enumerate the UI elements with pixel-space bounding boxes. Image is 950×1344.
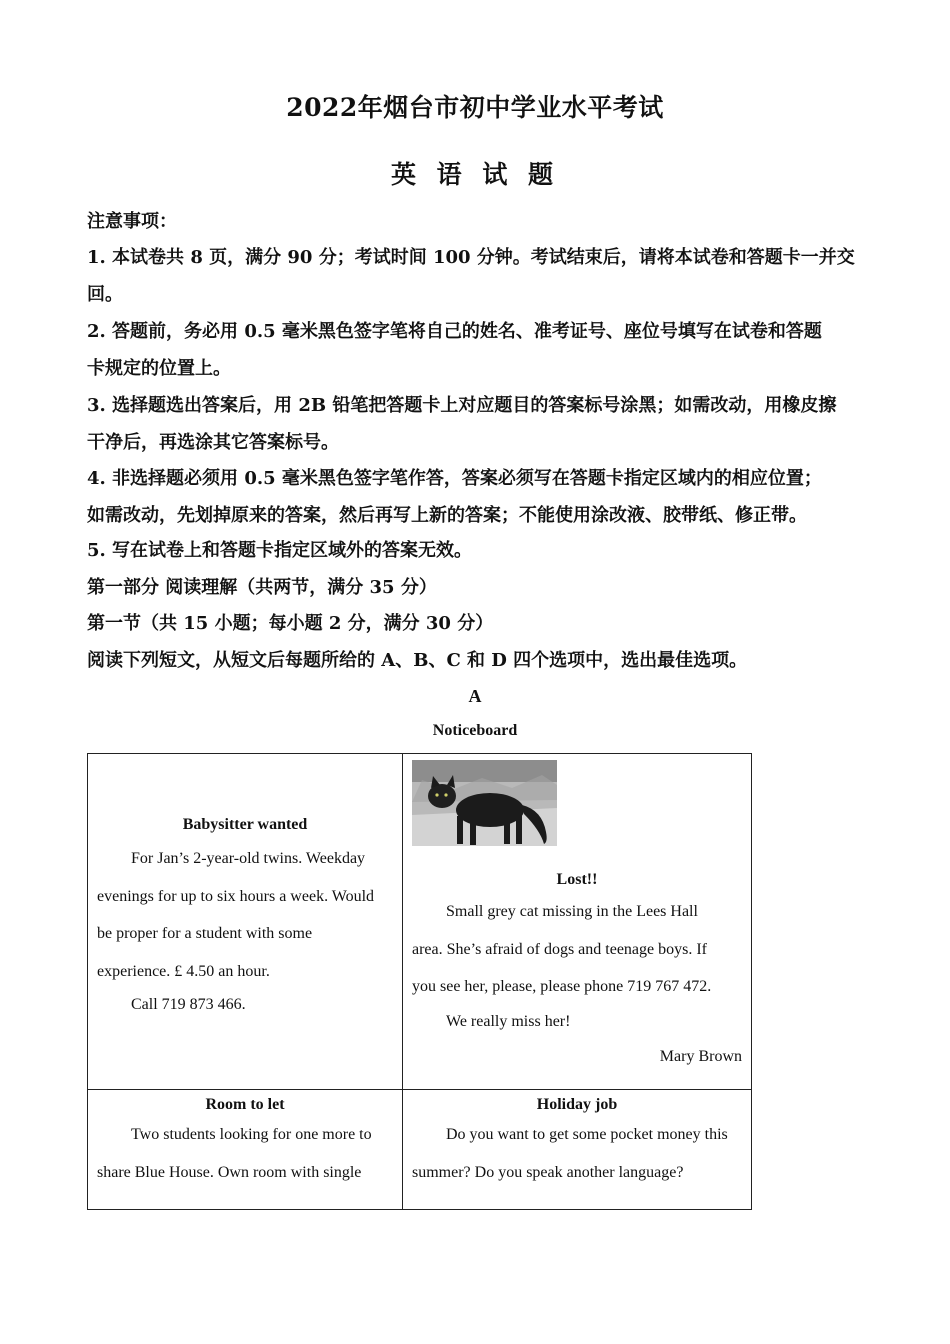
notice-title: Room to let <box>205 1096 285 1113</box>
cat-photo <box>412 760 557 846</box>
note-line: 1. 本试卷共 8 页，满分 90 分；考试时间 100 分钟。考试结束后，请将本试卷和答题卡一并交 <box>87 247 855 268</box>
passage-letter: A <box>468 686 482 706</box>
note-line: 4. 非选择题必须用 0.5 毫米黑色签字笔作答，答案必须写在答题卡指定区域内的相应位置； <box>87 468 822 489</box>
notice-text: area. She’s afraid of dogs and teenage boys. If <box>412 940 707 958</box>
notice-phone: Call 719 873 466. <box>131 996 246 1013</box>
note-line: 卡规定的位置上。 <box>87 358 231 379</box>
note-line: 3. 选择题选出答案后，用 2B 铅笔把答题卡上对应题目的答案标号涂黑；如需改动，用橡皮擦 <box>87 395 837 416</box>
noticeboard-table <box>87 753 752 1210</box>
notice-text: For Jan’s 2-year-old twins. Weekday <box>131 850 366 867</box>
notice-text: summer? Do you speak another language? <box>412 1163 684 1181</box>
notice-text: you see her, please, please phone 719 767 472. <box>412 978 712 995</box>
notice-holiday-job <box>403 1090 752 1210</box>
notice-signature: Mary Brown <box>659 1047 742 1065</box>
notice-text: We really miss her! <box>446 1012 571 1030</box>
passage-title: Noticeboard <box>432 722 518 739</box>
paper-subtitle: 英 语 试 题 <box>390 160 560 189</box>
note-line: 干净后，再选涂其它答案标号。 <box>87 432 339 453</box>
notice-text: Do you want to get some pocket money this <box>446 1126 728 1143</box>
notice-text: be proper for a student with some <box>97 925 313 942</box>
notice-text: share Blue House. Own room with single <box>97 1163 362 1181</box>
notice-babysitter <box>88 754 403 1090</box>
section-heading: 第一节（共 15 小题；每小题 2 分，满分 30 分） <box>87 613 494 634</box>
notice-title: Holiday job <box>536 1096 618 1113</box>
notice-text: evenings for up to six hours a week. Would <box>97 887 375 905</box>
notes-heading: 注意事项： <box>87 211 177 232</box>
note-line: 回。 <box>87 284 123 305</box>
notice-text: Small grey cat missing in the Lees Hall <box>446 903 698 920</box>
notice-text: experience. £ 4.50 an hour. <box>97 962 270 980</box>
notice-text: Two students looking for one more to <box>131 1126 372 1143</box>
notice-lost-cat <box>403 754 752 1090</box>
part-heading: 第一部分 阅读理解（共两节，满分 35 分） <box>87 577 437 598</box>
note-line: 2. 答题前，务必用 0.5 毫米黑色签字笔将自己的姓名、准考证号、座位号填写在试卷和答题 <box>87 321 822 342</box>
notice-title: Lost!! <box>556 871 598 888</box>
instruction: 阅读下列短文，从短文后每题所给的 A、B、C 和 D 四个选项中，选出最佳选项。 <box>87 650 748 671</box>
note-line: 如需改动，先划掉原来的答案，然后再写上新的答案；不能使用涂改液、胶带纸、修正带。 <box>87 505 807 526</box>
notice-title: Babysitter wanted <box>182 816 308 833</box>
notice-room-to-let <box>88 1090 403 1210</box>
note-line: 5. 写在试卷上和答题卡指定区域外的答案无效。 <box>87 540 473 561</box>
exam-title: 2022年烟台市初中学业水平考试 <box>286 93 664 122</box>
